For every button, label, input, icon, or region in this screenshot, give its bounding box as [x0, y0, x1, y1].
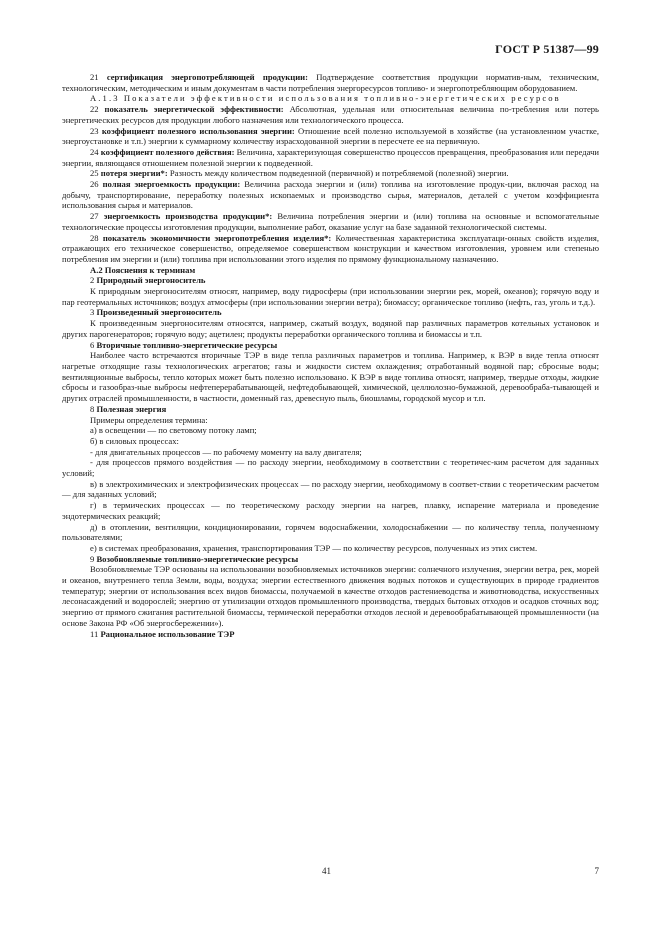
explanation-8-item-f: е) в системах преобразования, хранения, транспортирования ТЭР — по количеству ресурсов, полученных из этих систем.	[90, 542, 538, 553]
explanation-8-item-c: в) в электрохимических и электрофизических процессах — по расходу энергии, необходимому в соответ-ствии с теоретическим расчетом — для заданных условий;	[62, 478, 599, 500]
explanation-8-intro: Примеры определения термина:	[90, 414, 208, 425]
term-23: 23 коэффициент полезного использования энергии: Отношение всей полезно используемой в хозяйстве (на установленном участке, энергоустановке и т.п.) энергии к суммарному количеству израсходованной энергии в пересчете ее на первичную.	[62, 125, 600, 147]
term-27: 27 энергоемкость производства продукции*: Величина потребления энергии и (или) топлива на основные и вспомогательные технологические процессы изготовления продукции, выполнение работ, оказание услуг на базе заданной технологической системы.	[62, 211, 600, 232]
document-standard-number: ГОСТ Р 51387—99	[495, 42, 599, 56]
term-25: 25 потеря энергии*: Разность между количеством подведенной (первичной) и потребляемой (полезной) энергии.	[90, 168, 509, 179]
explanation-2-heading: 2 Природный энергоноситель	[90, 275, 206, 286]
explanation-8-item-b1: - для двигательных процессов — по рабочему моменту на валу двигателя;	[90, 446, 362, 457]
term-26: 26 полная энергоемкость продукции: Величина расхода энергии и (или) топлива на изготовление продук-ции, включая расход на добычу, транспортирование, переработку полезных ископаемых и производство сырья, материалов, деталей с учетом коэффициента использования сырья и материалов.	[62, 179, 599, 211]
explanation-8-item-b2: - для процессов прямого воздействия — по расходу энергии, необходимому в соответствии с теоретичес-ким расчетом для заданных условий;	[62, 457, 599, 479]
term-24: 24 коэффициент полезного действия: Величина, характеризующая совершенство процессов превращения, преобразования или передачи энергии, являющаяся отношением полезной энергии к подведенной.	[62, 146, 600, 168]
document-body	[62, 72, 599, 639]
explanation-8-item-a: а) в освещении — по световому потоку ламп;	[90, 425, 257, 436]
explanation-8-heading: 8 Полезная энергия	[90, 403, 167, 414]
explanation-9-heading: 9 Возобновляемые топливно-энергетические ресурсы	[90, 553, 299, 564]
term-21: 21 сертификация энергопотребляющей продукции: Подтверждение соответствия продукции норматив-ным, техническим, технологическим, методическим и иным документам в части потребления энергоресурсов топливо- и энергопотребляющим оборудованием.	[62, 72, 599, 93]
explanation-6-text: Наиболее часто встречаются вторичные ТЭР в виде тепла различных параметров и топлива. Например, к ВЭР в виде тепла относят нагретые отходящие газы технологических агрегатов; газы и жидкости систем охлаждения; отработанный водяной пар; сбросные воды; вентиляционные выбросы, тепло которых может быть полезно использовано. К ВЭР в виде топлива относят, например, твердые отходы, жидкие сбросы и газообраз-ные выбросы нефтеперерабатывающей, нефтедобывающей, химической, целлюлозно-бумажной, деревообраба-тывающей и других отраслей промышленности, в частности, доменный газ, древесную пыль, биошламы, городской мусор и т.п.	[62, 350, 599, 404]
explanation-8-item-e: д) в отоплении, вентиляции, кондиционировании, горячем водоснабжении, холодоснабжении — по количеству тепла, полученному пользователями;	[62, 521, 599, 543]
term-22: 22 показатель энергетической эффективности: Абсолютная, удельная или относительная величина по-требления или потерь энергетических ресурсов для продукции любого назначения или технологического процесса.	[62, 104, 599, 125]
explanation-3-text: К произведенным энергоносителям относятся, например, сжатый воздух, водяной пар различных параметров котельных установок и других парогенераторов; горячую воду; ацетилен; продукты переработки органического топлива и биомассы и т.п.	[62, 318, 599, 339]
sheet-number: 7	[594, 866, 599, 876]
page-number: 41	[322, 866, 331, 876]
explanation-11-heading: 11 Рациональное использование ТЭР	[90, 628, 235, 639]
section-a2-heading: А.2 Пояснения к терминам	[90, 264, 196, 275]
explanation-6-heading: 6 Вторичные топливно-энергетические ресурсы	[90, 339, 278, 350]
subsection-a13: А.1.3 Показатели эффективности использования топливно-энергетических ресурсов	[90, 93, 561, 104]
explanation-8-item-b: б) в силовых процессах:	[90, 435, 179, 446]
explanation-2-text: К природным энергоносителям относят, например, воду гидросферы (при использовании энергии рек, морей, океанов); горячую воду и пар геотермальных источников; воздух атмосферы (при использовании энергии ветра); биомассу; органическое топливо (нефть, газ, уголь и т.д.).	[62, 286, 599, 307]
explanation-8-item-d: г) в термических процессах — по теоретическому расходу энергии на нагрев, плавку, испарение материала и проведение эндотермических реакций;	[62, 500, 599, 521]
term-28: 28 показатель экономичности энергопотребления изделия*: Количественная характеристика эксплуатаци-онных свойств изделия, отражающих его техническое совершенство, определяемое совершенством конструкции и качеством изготовления, уровнем или степенью потребления им энергии и (или) топлива при использовании этого изделия по прямому функциональному назначению.	[62, 232, 599, 264]
explanation-9-text: Возобновляемые ТЭР основаны на использовании возобновляемых источников энергии: солнечного излучения, энергии ветра, рек, морей и океанов, внутреннего тепла Земли, воды, воздуха; энергии естественного движения водных потоков и существующих в природе градиентов температур; энергии от использования всех видов биомассы, получаемой в качестве отходов растениеводства и животноводства, искусственных лесонасаждений и водорослей; энергию от утилизации отходов промышленного производства, твердых бытовых отходов и осадков сточных вод; энергию от прямого сжигания растительной биомассы, термической переработки отходов лесной и деревообрабатывающей промышленности (на основе Закона РФ «Об энергосбережении»).	[62, 564, 599, 628]
explanation-3-heading: 3 Произведенный энергоноситель	[90, 307, 222, 318]
